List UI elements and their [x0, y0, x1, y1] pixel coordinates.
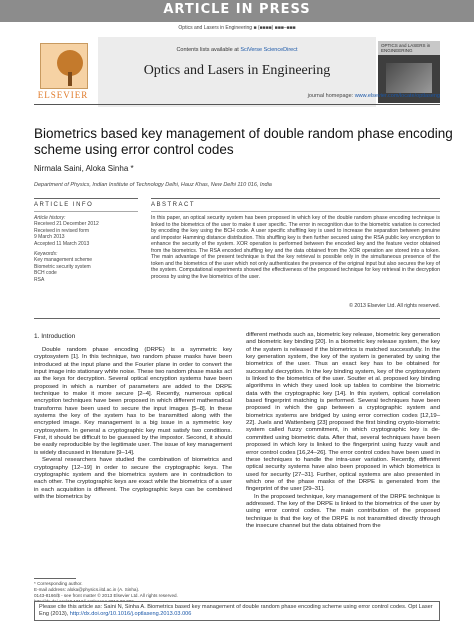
keyword-item: BCH code: [34, 270, 57, 277]
citation-text: Please cite this article as: Saini N, Sinha A. Biometrics based key management of double random phase encoding scheme using error control codes. Opt Laser Eng (2013),: [39, 604, 433, 617]
article-title: Biometrics based key management of double random phase encoding scheme using error control codes: [34, 126, 453, 157]
body-rule: [34, 318, 440, 319]
intro-paragraph: different methods such as, biometric key release, biometric key generation and biometric key binding [20]. In a biometric key release system, the key of the system is released if the biometrics is matched successfully. In the key generation system, the key of the system is generated by using the biometrics of the user. Thus an exact key has to be obtained for successful decryption. In the key binding system, key of the cryptosystem is linked to the biometrics of the user. Soutter et al. proposed key binding algorithms in which they used look up tables to combine the biometric data with the cryptographic key [14]. In this system, optical correlation based fingerprint matching is performed. Several techniques have been proposed in which the gap between a cryptographic system and biometrics systems are bridged by using error correction codes [12,19–22]. Juels and Wattenberg [23] proposed the first binding crypto-biometric system called fuzzy commitment, in which cryptographic key is de-committed using biometric data. After that, several techniques have been proposed in which key is linked to the fingerprint using fuzzy vault and error control codes [16,24–26]. The error control codes have been used in these techniques to handle the intra-user variation. Recently, different optical security systems have also been proposed in which biometrics is used for security [27–31]. Further, optical systems are also presented in which one of the phase masks of the DRPE is generated from the fingerprint of the user [29–31].: [246, 332, 440, 493]
elsevier-tree-icon: [40, 43, 88, 89]
history-label: Article history:: [34, 215, 66, 221]
contents-line: [98, 47, 376, 53]
keyword-item: Biometric security system: [34, 263, 91, 270]
article-info-heading: ARTICLE INFO: [34, 202, 94, 208]
intro-paragraph: In the proposed technique, key management of the DRPE technique is addressed. The key of the DRPE is linked to the biometrics of the user by using error control codes. The main contribution of the proposed technique is that the key of the DRPE is not transmitted directly through the insecure channel but the data obtained from the: [246, 493, 440, 529]
abstract-subrule: [151, 211, 440, 212]
article-info-rule: [34, 198, 138, 199]
corresponding-author-note: * Corresponding author.: [34, 581, 83, 586]
article-authors: Nirmala Saini, Aloka Sinha *: [34, 164, 134, 173]
keyword-item: RSA: [34, 276, 45, 283]
keyword-item: Key management scheme: [34, 257, 93, 264]
homepage-prefix: journal homepage:: [307, 93, 355, 99]
history-item: 9 March 2013: [34, 234, 65, 241]
article-in-press-banner: ARTICLE IN PRESS: [0, 0, 474, 22]
intro-paragraph: Several researchers have studied the combination of biometrics and cryptography [12–19] in order to secure the cryptographic keys. The cryptographic system and the biometrics system are in contradiction to each other. The cryptographic keys are exact while the biometrics of a user in each acquisition is different. The cryptographic keys can be combined with the biometrics by: [34, 457, 232, 500]
abstract-copyright: © 2013 Elsevier Ltd. All rights reserved.: [349, 303, 440, 309]
homepage-link[interactable]: www.elsevier.com/locate/optlaseng: [354, 93, 440, 99]
citation-box: [34, 601, 440, 621]
citation-doi-link[interactable]: http://dx.doi.org/10.1016/j.optlaseng.2013.03.006: [69, 611, 192, 617]
issn-line: 0143-8166/$ - see front matter © 2013 Elsevier Ltd. All rights reserved.: [34, 593, 178, 598]
author-affiliation: Department of Physics, Indian Institute of Technology Delhi, Hauz Khas, New Delhi 110 016, India: [34, 182, 272, 188]
publisher-name: ELSEVIER: [37, 90, 89, 100]
history-item: Received in revised form: [34, 227, 90, 234]
header-rule: [34, 104, 440, 105]
abstract-rule: [151, 198, 440, 199]
cover-image: [386, 63, 432, 93]
article-info: [34, 215, 138, 283]
journal-homepage-line: [98, 93, 440, 99]
elsevier-logo: [34, 43, 92, 101]
keywords-label: Keywords:: [34, 251, 58, 258]
left-column: [34, 347, 232, 501]
article-info-subrule: [34, 211, 138, 212]
abstract-heading: ABSTRACT: [151, 202, 196, 208]
running-head: Optics and Lasers in Engineering ■ (■■■■) ■■■–■■■: [178, 25, 296, 31]
cover-title: OPTICS and LASERS in ENGINEERING: [381, 43, 431, 53]
contents-prefix: Contents lists available at: [176, 47, 241, 53]
intro-heading: 1. Introduction: [34, 333, 76, 340]
abstract-text: In this paper, an optical security system has been proposed in which key of the double random phase encoding technique is linked to the biometrics of the user to make it user specific. The error in recognition due to the biometric variation is corrected by encoding the key using the BCH code. A user specific shuffling key is used to increase the separation between genuine and impostor Hamming distance distribution. This shuffling key is then further secured using the RSA public key encryption to enhance the security of the system. XOR operation is performed between the encoded key and the feature vector obtained from the biometrics. The RSA encoded shuffling key and the data obtained from the XOR operation are stored into a token. The main advantage of the present technique is that the key retrieval is possible only in the simultaneous presence of the token and the biometrics of the user which not only authenticates the presence of the original input but also secures the key of the system. Computational experiments showed the effectiveness of the proposed technique for key retrieval in the decryption process by using the live biometrics of the user.: [151, 215, 440, 280]
right-column: [246, 332, 440, 530]
history-item: Accepted 11 March 2013: [34, 240, 90, 247]
journal-title: Optics and Lasers in Engineering: [143, 63, 331, 78]
author-email: E-mail address: aloka@physics.iitd.ac.in (A. Sinha).: [34, 587, 140, 592]
footnote-rule: [34, 578, 76, 579]
sciencedirect-link[interactable]: SciVerse ScienceDirect: [240, 47, 298, 53]
history-item: Received 21 December 2012: [34, 221, 99, 228]
intro-paragraph: Double random phase encoding (DRPE) is a symmetric key cryptosystem [1]. In this technique, two random phase masks have been introduced at the input plane and the Fourier plane in order to convert the input image into stationary white noise. These two random phase masks act as the keys for decryption. Several optical encryption systems have been proposed in which a number of parameters are added to the DRPE technique to make it more secure [2–4]. Recently, numerous optical encryption techniques have been proposed in which different mathematical transforms have been used to secure the input images [5–8]. In these systems the key of the system has to be transmitted along with the encrypted image. Key management is a big issue in a symmetric key cryptosystem. In general a cryptographic key must satisfy two conditions. First, it should be difficult to be guessed by the impostor. Second, it should be easily reproducible by the legitimate user. The issue of key management is widely discussed in literature [9–14].: [34, 347, 232, 456]
